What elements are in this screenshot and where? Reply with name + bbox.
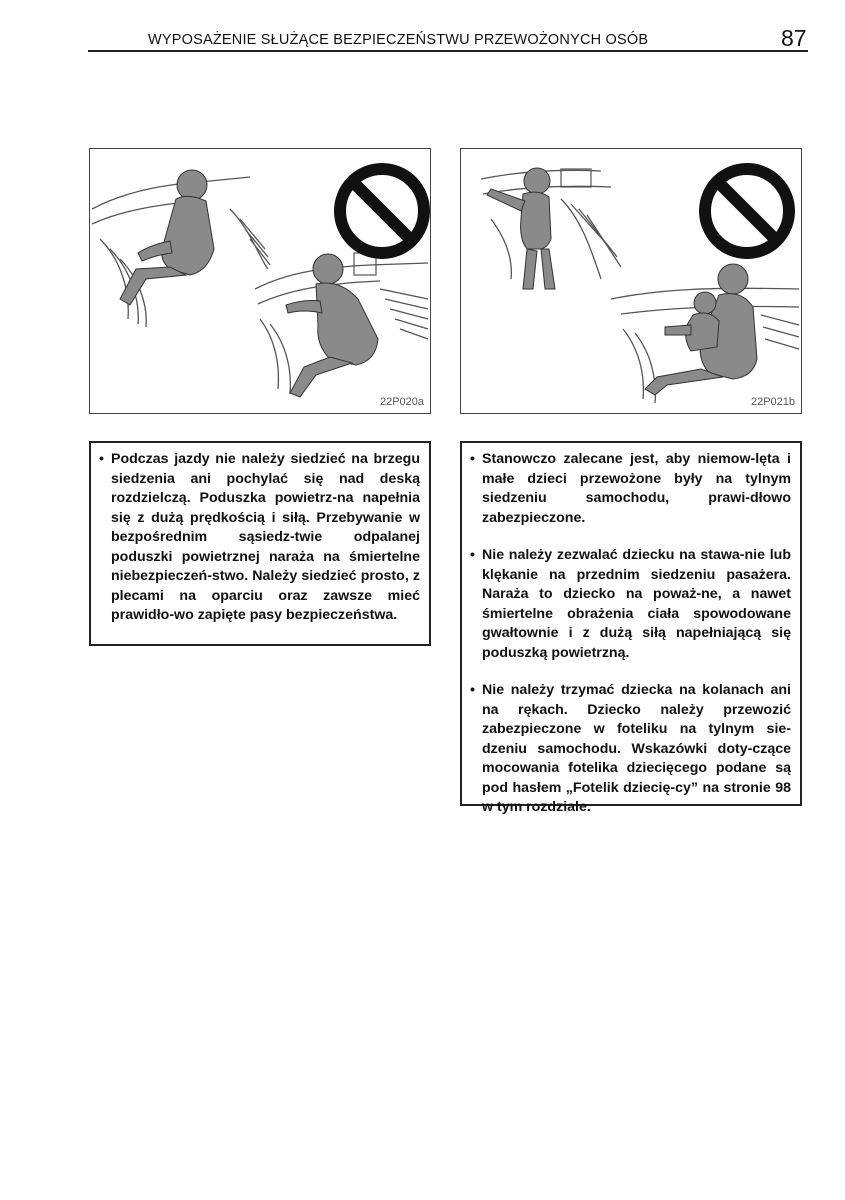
bullet: • (470, 547, 475, 563)
illustration-child-in-front-seat (461, 149, 801, 413)
header-title: WYPOSAŻENIE SŁUŻĄCE BEZPIECZEŃSTWU PRZEWOŻONYCH OSÓB (148, 32, 649, 48)
prohibition-icon (705, 169, 789, 253)
figure-code: 22P021b (750, 396, 795, 408)
warning-box-left (89, 441, 431, 646)
figure-child-standing (460, 148, 802, 414)
warning-box-right (460, 441, 802, 815)
warning-item (470, 450, 791, 528)
warning-item (470, 681, 791, 818)
figure-leaning-forward (89, 148, 431, 414)
figure-code: 22P020a (379, 396, 424, 408)
prohibition-icon (340, 169, 424, 253)
page-number: 87 (781, 25, 807, 51)
illustration-leaning-on-dashboard (90, 149, 430, 413)
bullet: • (470, 451, 475, 467)
warning-text: Nie należy zezwalać dziecku na stawa-nie lub klękanie na przednim siedzeniu pasażera. Naraża to dziecko na poważ-ne, a nawet śmiertelne obrażenia ciała spowodowane gwałtownie i z dużą siłą napełniającą się poduszką powietrzną. (482, 547, 791, 661)
bullet: • (470, 682, 475, 698)
warning-text: Nie należy trzymać dziecka na kolanach ani na rękach. Dziecko należy przewozić zabezpieczone w foteliku na tylnym sie-dzeniu samochodu. Wskazówki doty-czące mocowania fotelika dziecięcego podane są pod hasłem „Fotelik dziecię-cy” na stronie 98 w tym rozdziale. (482, 682, 791, 815)
warning-item (470, 546, 791, 663)
header-rule (88, 50, 808, 52)
bullet: • (99, 451, 104, 467)
warning-item (99, 450, 420, 626)
warning-text: Podczas jazdy nie należy siedzieć na brzegu siedzenia ani pochylać się nad deską rozdzielczą. Poduszka powietrz-na napełnia się z dużą prędkością i siłą. Przebywanie w bezpośrednim sąsiedz-twie odpalanej poduszki powietrznej naraża na śmiertelne niebezpieczeń-stwo. Należy siedzieć prosto, z plecami na oparciu oraz zawsze mieć prawidło-wo zapięte pasy bezpieczeństwa. (111, 451, 420, 623)
warning-text: Stanowczo zalecane jest, aby niemow-lęta i małe dzieci przewożone były na tylnym siedzeniu samochodu, prawi-dłowo zabezpieczone. (482, 451, 791, 526)
